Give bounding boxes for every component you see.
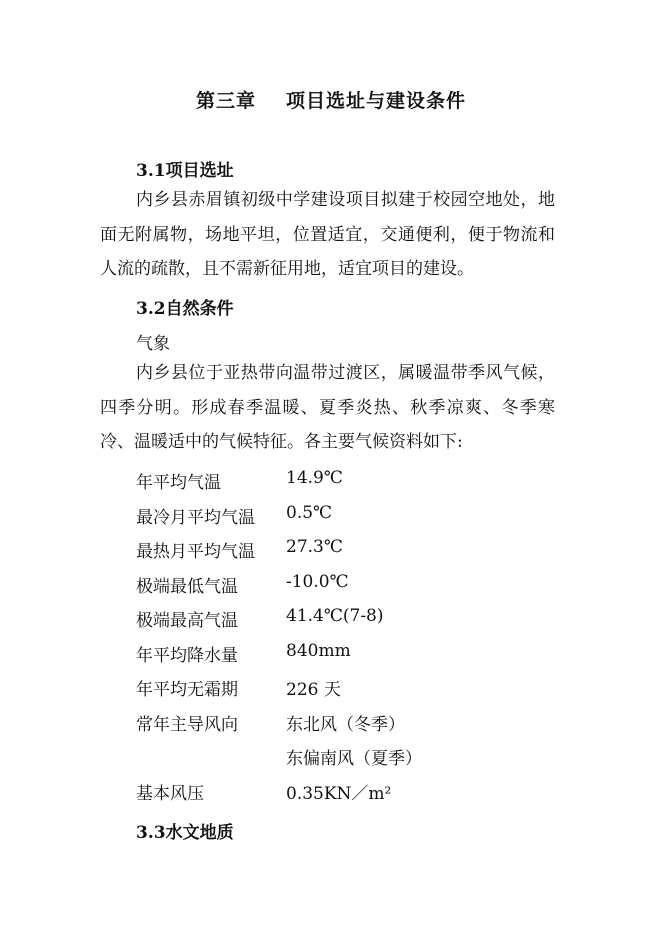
climate-row (136, 641, 556, 665)
section-heading-3-1: 3.1项目选址 (136, 161, 234, 181)
climate-row (136, 572, 556, 596)
climate-value: 东偏南风（夏季） (286, 749, 422, 769)
climate-label: 极端最高气温 (136, 611, 238, 631)
climate-row (136, 537, 556, 561)
climate-value: 226 天 (286, 680, 341, 700)
chapter-name: 项目选址与建设条件 (286, 90, 467, 112)
site-selection-paragraph: 内乡县赤眉镇初级中学建设项目拟建于校园空地处，地面无附属物，场地平坦，位置适宜，交通便利，便于物流和人流的疏散，且不需新征用地，适宜项目的建设。 (100, 190, 555, 279)
climate-label: 基本风压 (136, 784, 204, 804)
climate-row (136, 503, 556, 527)
climate-value: 0.5℃ (286, 503, 333, 523)
section-heading-3-3: 3.3水文地质 (136, 823, 234, 843)
climate-row (136, 710, 556, 734)
climate-label: 年平均气温 (136, 473, 221, 493)
climate-value: 27.3℃ (286, 537, 343, 557)
climate-value: 14.9℃ (286, 468, 343, 488)
climate-paragraph: 内乡县位于亚热带向温带过渡区，属暖温带季风气候，四季分明。形成春季温暖、夏季炎热、秋季凉爽、冬季寒冷、温暖适中的气候特征。各主要气候资料如下: (100, 363, 555, 452)
climate-label: 常年主导风向 (136, 715, 238, 735)
chapter-number: 第三章 (195, 90, 256, 112)
chapter-title (0, 86, 662, 113)
climate-label: 年平均无霜期 (136, 680, 238, 700)
climate-label: 极端最低气温 (136, 577, 238, 597)
climate-value: 840mm (286, 641, 351, 661)
climate-row (136, 744, 556, 768)
climate-row (136, 675, 556, 699)
climate-value: 0.35KN／m² (286, 784, 392, 804)
climate-value: 41.4℃(7-8) (286, 606, 384, 626)
climate-value: 东北风（冬季） (286, 715, 405, 735)
section-heading-3-2: 3.2自然条件 (136, 299, 234, 319)
climate-row (136, 779, 556, 803)
climate-row (136, 468, 556, 492)
climate-label: 最热月平均气温 (136, 542, 255, 562)
climate-row (136, 606, 556, 630)
climate-label: 最冷月平均气温 (136, 508, 255, 528)
climate-label: 年平均降水量 (136, 646, 238, 666)
climate-value: -10.0℃ (286, 572, 349, 592)
climate-subheading: 气象 (136, 334, 170, 354)
